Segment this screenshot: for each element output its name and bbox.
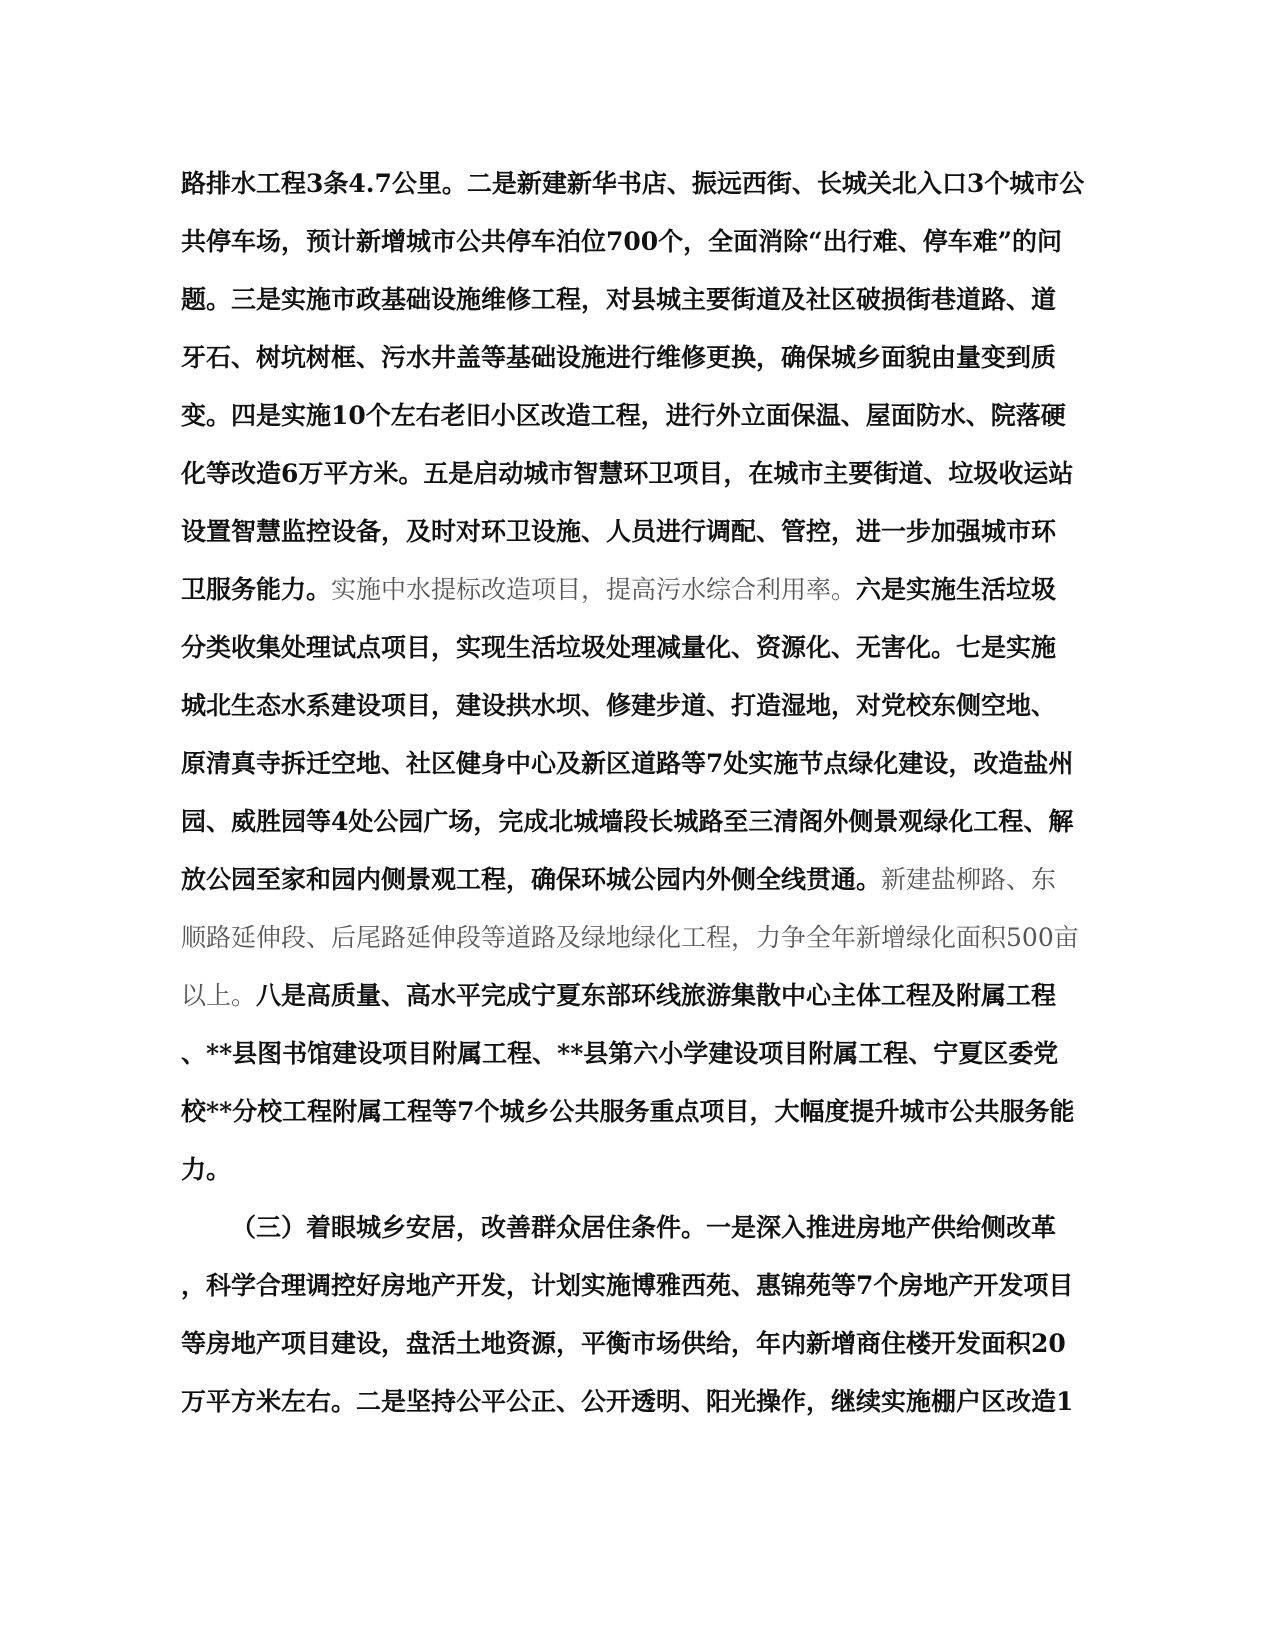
text-segment: 分类收集处理试点项目，实现生活垃圾处理减量化、资源化、无害化。七是实施 xyxy=(181,633,1057,662)
text-segment: 八是高质量、高水平完成宁夏东部环线旅游集散中心主体工程及附属工程 xyxy=(256,981,1057,1010)
text-line xyxy=(181,909,1093,967)
text-segment: 共停车场，预计新增城市公共停车泊位700个，全面消除“出行难、停车难”的问 xyxy=(181,227,1062,256)
text-line xyxy=(181,445,1093,503)
text-segment: 万平方米左右。二是坚持公平公正、公开透明、阳光操作，继续实施棚户区改造1 xyxy=(181,1387,1074,1416)
body-text xyxy=(181,155,1093,1431)
text-line xyxy=(181,1257,1093,1315)
text-line xyxy=(181,1141,1093,1199)
text-line xyxy=(181,329,1093,387)
text-line xyxy=(181,677,1093,735)
text-segment: （三）着眼城乡安居，改善群众居住条件。一是深入推进房地产供给侧改革 xyxy=(231,1213,1057,1242)
text-segment: 、**县图书馆建设项目附属工程、**县第六小学建设项目附属工程、宁夏区委党 xyxy=(181,1039,1059,1068)
text-segment: 以上。 xyxy=(181,981,257,1010)
text-line xyxy=(181,793,1093,851)
text-segment: ，科学合理调控好房地产开发，计划实施博雅西苑、惠锦苑等7个房地产开发项目 xyxy=(181,1271,1074,1300)
text-segment: 牙石、树坑树框、污水井盖等基础设施进行维修更换，确保城乡面貌由量变到质 xyxy=(181,343,1057,372)
text-line xyxy=(181,213,1093,271)
text-segment: 题。三是实施市政基础设施维修工程，对县城主要街道及社区破损街巷道路、道 xyxy=(181,285,1057,314)
text-line xyxy=(181,271,1093,329)
text-segment: 原清真寺拆迁空地、社区健身中心及新区道路等7处实施节点绿化建设，改造盐州 xyxy=(181,749,1074,778)
text-line xyxy=(181,155,1093,213)
text-line xyxy=(181,1025,1093,1083)
text-line xyxy=(181,851,1093,909)
text-segment: 新建盐柳路、东 xyxy=(881,865,1057,894)
text-segment: 变。四是实施10个左右老旧小区改造工程，进行外立面保温、屋面防水、院落硬 xyxy=(181,401,1066,430)
text-segment: 实施中水提标改造项目，提高污水综合利用率。 xyxy=(331,575,857,604)
text-line xyxy=(181,387,1093,445)
text-line xyxy=(181,1315,1093,1373)
text-line xyxy=(181,735,1093,793)
text-line xyxy=(181,561,1093,619)
text-line xyxy=(181,967,1093,1025)
text-segment: 园、威胜园等4处公园广场，完成北城墙段长城路至三清阁外侧景观绿化工程、解 xyxy=(181,807,1074,836)
text-segment: 顺路延伸段、后尾路延伸段等道路及绿地绿化工程，力争全年新增绿化面积500亩 xyxy=(181,923,1079,952)
text-segment: 城北生态水系建设项目，建设拱水坝、修建步道、打造湿地，对党校东侧空地、 xyxy=(181,691,1057,720)
text-line xyxy=(181,1373,1093,1431)
text-line xyxy=(181,619,1093,677)
text-line xyxy=(181,1199,1093,1257)
text-segment: 化等改造6万平方米。五是启动城市智慧环卫项目，在城市主要街道、垃圾收运站 xyxy=(181,459,1074,488)
text-segment: 等房地产项目建设，盘活土地资源，平衡市场供给，年内新增商住楼开发面积20 xyxy=(181,1329,1066,1358)
text-segment: 路排水工程3条4.7公里。二是新建新华书店、振远西街、长城关北入口3个城市公 xyxy=(181,169,1085,198)
text-segment: 卫服务能力。 xyxy=(181,575,332,604)
text-segment: 放公园至家和园内侧景观工程，确保环城公园内外侧全线贯通。 xyxy=(181,865,882,894)
text-line xyxy=(181,503,1093,561)
text-segment: 校**分校工程附属工程等7个城乡公共服务重点项目，大幅度提升城市公共服务能 xyxy=(181,1097,1075,1126)
text-line xyxy=(181,1083,1093,1141)
text-segment: 力。 xyxy=(181,1155,232,1184)
text-segment: 六是实施生活垃圾 xyxy=(856,575,1057,604)
text-segment: 设置智慧监控设备，及时对环卫设施、人员进行调配、管控，进一步加强城市环 xyxy=(181,517,1057,546)
